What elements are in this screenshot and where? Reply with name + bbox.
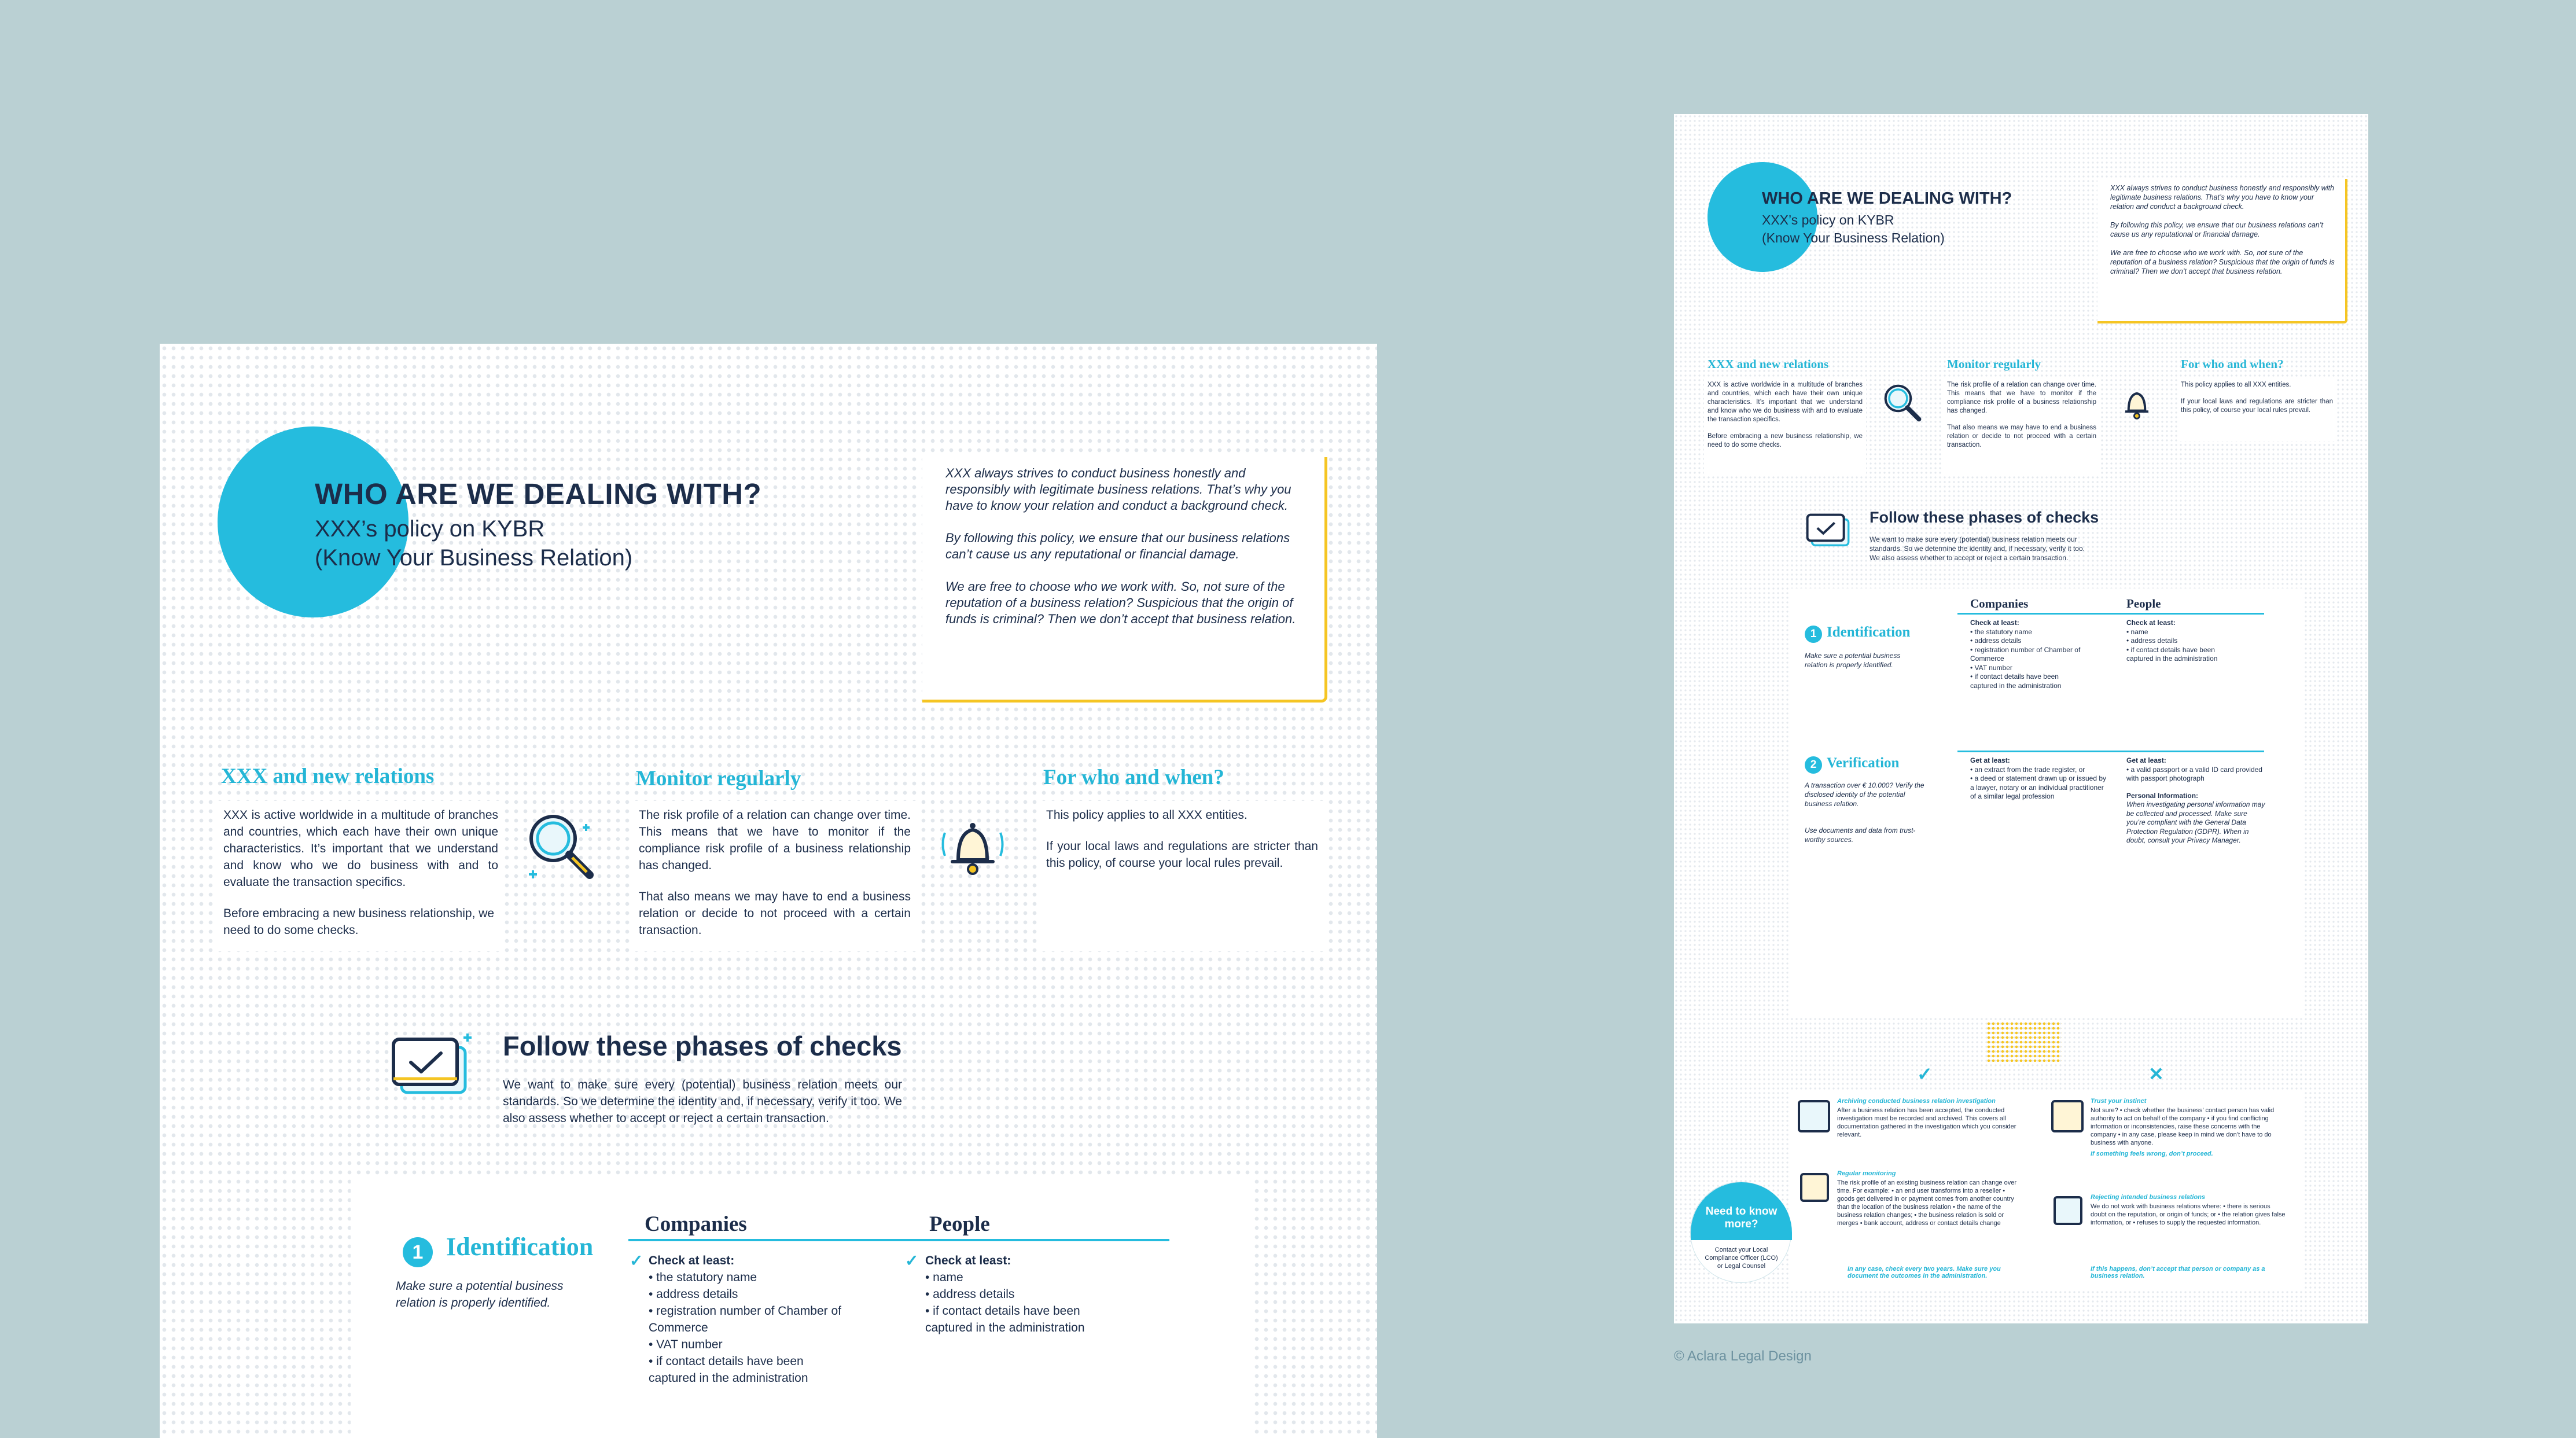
list-item: Commerce [649,1321,708,1334]
subtitle-line: XXX’s policy on KYBR [315,516,545,542]
list-item: • if contact details have been [2126,645,2215,654]
header-rule [628,1239,1169,1241]
list-item: captured in the administration [649,1371,808,1385]
col-monitor [1944,377,2100,476]
col-paragraph: The risk profile of a relation can change over time. This means that we have to monitor if the compliance risk profile of a business relationship has changed. [1947,381,2096,414]
intro-paragraph: We are free to choose who we work with. So, not sure of the reputation of a business relation? Suspicious that the origin of funds is criminal? Then we don’t accept that business relation. [2110,249,2335,275]
need-to-know-more-badge[interactable] [1690,1182,1791,1283]
outcome-title: Trust your instinct [2091,1098,2147,1105]
people-header: People [929,1212,990,1236]
phases-text: We want to make sure every (potential) business relation meets our standards. So we determine the identity and, if necessary, verify it too. We also assess whether to accept or reject a certain transaction. [1870,535,2085,562]
companies-header: Companies [645,1212,747,1236]
identification-panel [351,1177,1253,1438]
verification-subtitle: Use documents and data from trust-worthy sources. [1805,826,1916,844]
list-item: • the statutory name [649,1271,757,1284]
phases-title: Follow these phases of checks [1870,509,2099,526]
col-paragraph: This policy applies to all XXX entities. [2181,381,2291,388]
magnifier-icon [521,807,602,888]
col-title-who-when: For who and when? [1043,766,1224,789]
poster-main [160,344,1377,1438]
intro-box [2097,179,2347,323]
list-item: captured in the administration [2126,654,2218,663]
list-item: • VAT number [1970,663,2012,672]
subtitle-line: (Know Your Business Relation) [1762,230,1945,245]
list-lead: Check at least: [649,1254,735,1267]
outcome-text: The risk profile of an existing business relation can change over time. For example: • an end user transforms into a reseller • goods get delivered in or payment comes from another country than the location of the business relation • the name of the business relation changes; • the business relation is sold or merges • bank account, address or contact details change [1837,1179,2017,1227]
intro-paragraph: XXX always strives to conduct business honestly and responsibly with legitimate business relations. That’s why you have to know your relation and conduct a background check. [945,466,1291,513]
col-paragraph: XXX is active worldwide in a multitude of branches and countries, which each have their own unique characteristics. It’s important that we understand and know who we do business with and to evaluate the transaction specifics. [223,808,498,889]
col-paragraph: XXX is active worldwide in a multitude of branches and countries, which each have their own unique characteristics. It’s important that we understand and know who we do business with and to evaluate the transaction specifics. [1707,381,1863,423]
outcome-instinct [2091,1098,2287,1157]
subtitle-line: XXX’s policy on KYBR [1762,212,1894,227]
outcome-text: Not sure? • check whether the business’ contact person has valid authority to act on behalf of the company • if you find conflicting information or inconsistencies, raise these concerns with the company • in any case, please keep in mind we don’t have to do business with anyone. [2091,1107,2275,1146]
check-icon: ✓ [905,1252,919,1270]
need-text: Contact your Local Compliance Officer (LCO) or Legal Counsel [1705,1246,1778,1270]
outcome-archiving [1837,1098,2022,1139]
outcome-title: Rejecting intended business relations [2091,1194,2206,1201]
steps-panel [1790,589,2305,1017]
monitor-bell-icon [1800,1173,1829,1202]
step-number: 2 [1805,756,1822,774]
list-item: • a deed or statement drawn up or issued by a lawyer, notary or an individual practitioner of a similar legal profession [1970,774,2107,800]
list-item: • name [2126,627,2148,636]
outcome-title: Regular monitoring [1837,1170,1896,1177]
identification-title: Identification [446,1233,594,1261]
book-icon [2051,1100,2084,1132]
copyright: © Aclara Legal Design [1674,1348,1812,1364]
col-paragraph: This policy applies to all XXX entities. [1046,808,1247,822]
outcome-rejecting [2091,1194,2287,1227]
reject-cross-icon: ✕ [2148,1064,2164,1084]
col-title-monitor: Monitor regularly [1947,357,2041,371]
poster-title: WHO ARE WE DEALING WITH? [1762,189,2012,208]
intro-paragraph: XXX always strives to conduct business honestly and responsibly with legitimate business relations. That’s why you have to know your relation and conduct a background check. [2110,184,2334,211]
list-item: captured in the administration [1970,681,2062,690]
list-item: • registration number of Chamber of [649,1304,842,1318]
list-item: • a valid passport or a valid ID card provided with passport photograph [2126,765,2262,782]
people-list [2126,619,2254,664]
screen-check-icon [389,1032,476,1108]
list-item: Commerce [1970,654,2004,663]
header-rule [1957,613,2264,615]
list-lead: Check at least: [1970,619,2019,627]
col-paragraph: Before embracing a new business relationship, we need to do some checks. [223,907,495,937]
list-item: • if contact details have been [1970,672,2059,681]
intro-paragraph: By following this policy, we ensure that our business relations can’t cause us any reputational or financial damage. [945,531,1290,561]
magnifier-icon [1880,380,1926,426]
col-paragraph: Before embracing a new business relationship, we need to do some checks. [1707,433,1863,448]
col-new-relations [218,801,504,951]
list-item: When investigating personal information may be collected and processed. Make sure you’re compliant with the General Data Protection Regulation (GDPR). When in doubt, consult your Privacy Manager. [2126,800,2265,844]
list-lead: Check at least: [925,1254,1011,1267]
poster-title: WHO ARE WE DEALING WITH? [315,477,762,510]
outcome-title: Archiving conducted business relation investigation [1837,1098,1996,1105]
phases-text: We want to make sure every (potential) business relation meets our standards. So we determine the identity and, if necessary, verify it too. We also assess whether to accept or reject a certain transaction. [503,1078,902,1125]
list-item: • if contact details have been [649,1355,804,1368]
list-item: • address details [2126,637,2178,645]
companies-list [649,1252,841,1386]
poster-subtitle [1762,211,1945,247]
outcome-monitoring [1837,1170,2022,1227]
bell-icon [2114,380,2160,426]
col-new-relations [1704,377,1866,476]
intro-box [922,457,1327,703]
col-paragraph: If your local laws and regulations are stricter than this policy, of course your local rules prevail. [1046,840,1318,870]
list-item: • an extract from the trade register, or [1970,765,2085,774]
note-left: In any case, check every two years. Make sure you document the outcomes in the administration. [1848,1266,2001,1279]
phases-title: Follow these phases of checks [503,1031,902,1061]
identification-subtitle: Make sure a potential business relation is properly identified. [396,1279,564,1310]
col-paragraph: That also means we may have to end a business relation or decide to not proceed with a certain transaction. [639,890,911,937]
col-title-new-relations: XXX and new relations [221,764,435,788]
outcome-note: If something feels wrong, don’t proceed. [2091,1150,2213,1157]
step-number: 1 [1805,626,1822,643]
check-icon: ✓ [630,1252,643,1270]
people-list [925,1252,1085,1336]
col-title-who-when: For who and when? [2181,357,2284,371]
subtitle-line: (Know Your Business Relation) [315,545,633,571]
bell-icon [932,807,1013,888]
col-paragraph: That also means we may have to end a business relation or decide to not proceed with a certain transaction. [1947,424,2096,448]
people-header: People [2126,597,2161,610]
chat-icon [2054,1196,2082,1225]
intro-paragraph: We are free to choose who we work with. So, not sure of the reputation of a business relation? Suspicious that the origin of funds is criminal? Then we don’t accept that business relation. [945,579,1296,626]
list-item: • address details [649,1288,738,1301]
list-lead: Get at least: [1970,756,2010,764]
list-lead: Get at least: [2126,756,2166,764]
verification-people-list [2126,756,2265,845]
list-item: • name [925,1271,963,1284]
col-monitor [633,801,917,951]
step-number: 1 [403,1237,433,1267]
list-item: • registration number of Chamber of [1970,645,2081,654]
outcome-text: After a business relation has been accepted, the conducted investigation must be recorded and archived. This covers all documentation gathered in the investigation which you consider relevant. [1837,1107,2016,1138]
companies-header: Companies [1970,597,2029,610]
col-paragraph: The risk profile of a relation can change over time. This means that we have to monitor if the compliance risk profile of a business relationship has changed. [639,808,911,872]
list-item: • address details [925,1288,1015,1301]
accept-check-icon: ✓ [1917,1064,1933,1084]
col-who-when [2177,377,2336,441]
companies-list [1970,619,2109,690]
col-title-monitor: Monitor regularly [636,767,801,790]
poster-overview [1674,114,2368,1323]
decision-dots [1986,1021,2062,1062]
note-right: If this happens, don’t accept that person or company as a business relation. [2091,1266,2265,1279]
identification-subtitle: Make sure a potential business relation is properly identified. [1805,652,1901,669]
list-item: • VAT number [649,1338,723,1351]
verification-companies-list [1970,756,2109,801]
verification-subtitle: A transaction over € 10.000? Verify the disclosed identity of the potential business relation. [1805,781,1924,808]
poster-subtitle [315,514,632,572]
list-item: • address details [1970,637,2022,645]
archive-icon [1798,1100,1830,1132]
outcomes-panel [1790,1092,2305,1289]
col-paragraph: If your local laws and regulations are stricter than this policy, of course your local rules prevail. [2181,398,2333,414]
header-rule [1957,751,2264,752]
list-item: • the statutory name [1970,627,2032,636]
outcome-text: We do not work with business relations where: • there is serious doubt on the reputation, or origin of funds; or • the relation gives false information, or • refuses to supply the requested information. [2091,1203,2286,1226]
list-item: captured in the administration [925,1321,1085,1334]
screen-check-icon [1805,510,1854,554]
list-lead: Personal Information: [2126,791,2199,800]
intro-paragraph: By following this policy, we ensure that our business relations can’t cause us any reputational or financial damage. [2110,221,2324,238]
col-title-new-relations: XXX and new relations [1707,357,1829,371]
list-item: • if contact details have been [925,1304,1080,1318]
col-who-when [1040,801,1324,951]
verification-title: Verification [1827,755,1900,771]
list-lead: Check at least: [2126,619,2176,627]
need-title: Need to know more? [1691,1182,1792,1240]
identification-title: Identification [1827,624,1911,640]
